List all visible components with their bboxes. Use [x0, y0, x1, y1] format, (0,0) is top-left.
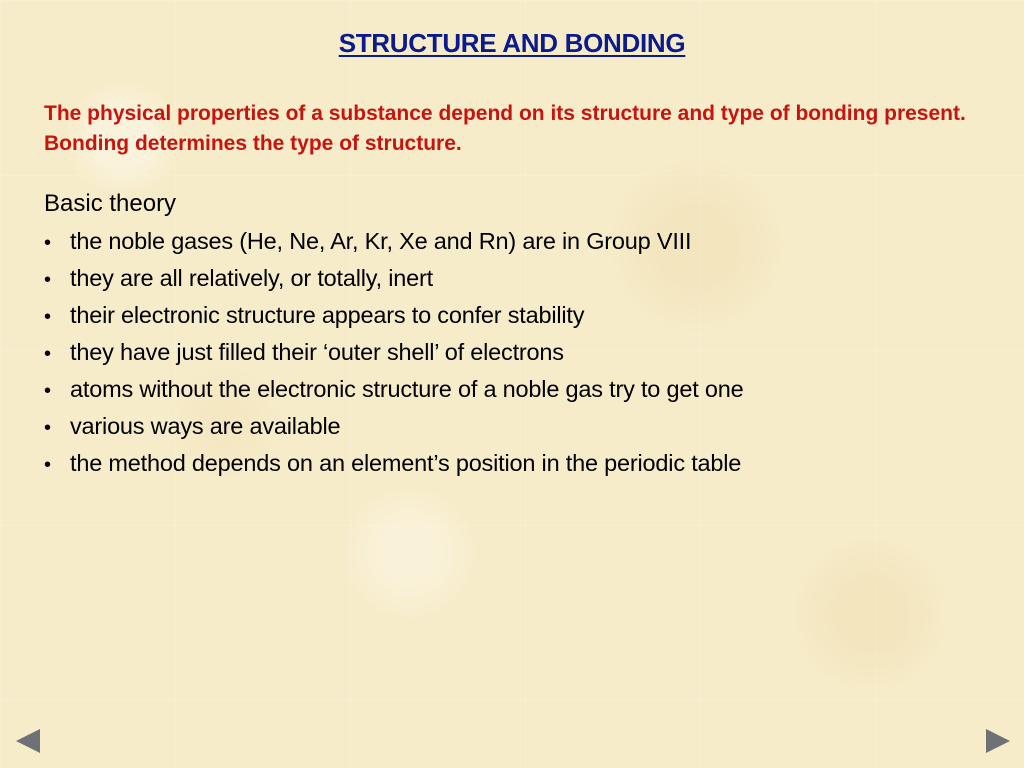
- list-item: [44, 228, 1004, 265]
- bullet-text: their electronic structure appears to confer stability: [70, 302, 585, 328]
- bullet-marker: •: [44, 417, 51, 439]
- bullet-list: [44, 228, 1004, 487]
- bullet-marker: •: [44, 380, 51, 402]
- bullet-text: various ways are available: [70, 413, 341, 439]
- list-item: [44, 339, 1004, 376]
- next-slide-button[interactable]: [982, 728, 1012, 754]
- bullet-marker: •: [44, 232, 51, 254]
- bullet-text: they are all relatively, or totally, inert: [70, 265, 433, 291]
- slide-title: STRUCTURE AND BONDING: [338, 28, 686, 58]
- list-item: [44, 413, 1004, 450]
- triangle-right-icon: [982, 728, 1012, 754]
- triangle-left-icon: [14, 728, 44, 754]
- bullet-marker: •: [44, 269, 51, 291]
- list-item: [44, 376, 1004, 413]
- bullet-marker: •: [44, 454, 51, 476]
- bullet-text: the noble gases (He, Ne, Ar, Kr, Xe and Rn) are in Group VIII: [70, 228, 692, 254]
- list-item: [44, 302, 1004, 339]
- list-item: [44, 265, 1004, 302]
- bullet-marker: •: [44, 343, 51, 365]
- bullet-text: atoms without the electronic structure of a noble gas try to get one: [70, 376, 744, 402]
- section-heading: Basic theory: [44, 190, 177, 217]
- previous-slide-button[interactable]: [14, 728, 44, 754]
- intro-paragraph: The physical properties of a substance depend on its structure and type of bonding present. Bonding determines the type of structure.: [44, 102, 966, 155]
- bullet-text: the method depends on an element’s position in the periodic table: [70, 450, 742, 476]
- list-item: [44, 450, 1004, 487]
- bullet-text: they have just filled their ‘outer shell’ of electrons: [70, 339, 564, 365]
- bullet-marker: •: [44, 306, 51, 328]
